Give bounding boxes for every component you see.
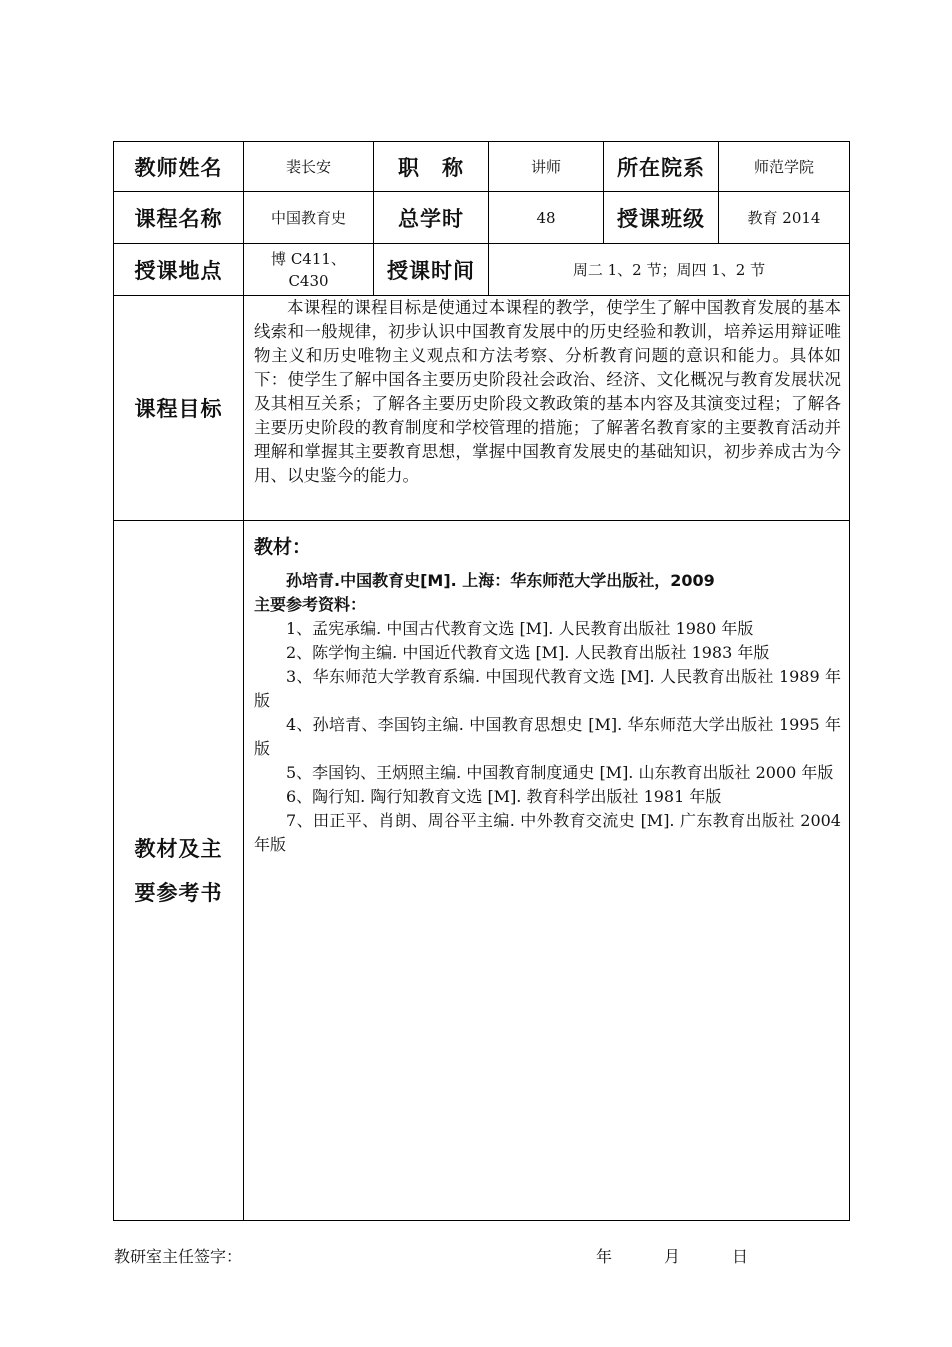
ref-item-5: 5、李国钧、王炳照主编. 中国教育制度通史 [M]. 山东教育出版社 2000 年版 <box>286 763 834 782</box>
refs-heading: 主要参考资料： <box>254 595 367 614</box>
ref-item-4: 4、孙培青、李国钧主编. 中国教育思想史 [M]. 华东师范大学出版社 1995 年版 <box>254 715 841 758</box>
department-label: 所在院系 <box>604 142 719 192</box>
ref-item-3: 3、华东师范大学教育系编. 中国现代教育文选 [M]. 人民教育出版社 1989 年版 <box>254 667 841 710</box>
time-label: 授课时间 <box>374 244 489 296</box>
ref-item-1: 1、孟宪承编. 中国古代教育文选 [M]. 人民教育出版社 1980 年版 <box>286 619 754 638</box>
teacher-name-value: 裴长安 <box>244 142 374 192</box>
total-hours-value: 48 <box>489 192 604 244</box>
books-content <box>244 521 850 1221</box>
row-teacher <box>114 142 850 192</box>
ref-item-7: 7、田正平、肖朗、周谷平主编. 中外教育交流史 [M]. 广东教育出版社 2004 年版 <box>254 811 841 854</box>
time-value: 周二 1、2 节；周四 1、2 节 <box>489 244 850 296</box>
total-hours-label: 总学时 <box>374 192 489 244</box>
course-name-label: 课程名称 <box>114 192 244 244</box>
job-title-value: 讲师 <box>489 142 604 192</box>
textbook-heading: 教材： <box>254 536 312 558</box>
date-day: 日 <box>732 1247 749 1266</box>
books-label-line2: 要参考书 <box>134 880 223 905</box>
date-year: 年 <box>596 1247 613 1266</box>
ref-item-6: 6、陶行知. 陶行知教育文选 [M]. 教育科学出版社 1981 年版 <box>286 787 722 806</box>
class-label: 授课班级 <box>604 192 719 244</box>
place-value-line2: C430 <box>288 271 329 290</box>
signature-label: 教研室主任签字： <box>114 1247 243 1266</box>
textbook-entry: 孙培青.中国教育史[M]. 上海：华东师范大学出版社，2009 <box>286 571 715 590</box>
course-info-table <box>113 141 850 1221</box>
place-value <box>244 244 374 296</box>
place-value-line1: 博 C411、 <box>271 249 346 268</box>
books-label-line1: 教材及主 <box>134 836 223 861</box>
teacher-name-label: 教师姓名 <box>114 142 244 192</box>
row-place-time <box>114 244 850 296</box>
place-label: 授课地点 <box>114 244 244 296</box>
ref-item-2: 2、陈学恂主编. 中国近代教育文选 [M]. 人民教育出版社 1983 年版 <box>286 643 770 662</box>
goal-text: 本课程的课程目标是使通过本课程的教学，使学生了解中国教育发展的基本线索和一般规律，初步认识中国教育发展中的历史经验和教训，培养运用辩证唯物主义和历史唯物主义观点和方法考察、分析教育问题的意识和能力。具体如下：使学生了解中国各主要历史阶段社会政治、经济、文化概况与教育发展状况及其相互关系；了解各主要历史阶段文教政策的基本内容及其演变过程；了解各主要历史阶段的教育制度和学校管理的措施；了解著名教育家的主要教育活动并理解和掌握其主要教育思想，掌握中国教育发展史的基础知识，初步养成古为今用、以史鉴今的能力。 <box>244 296 850 521</box>
job-title-label: 职 称 <box>374 142 489 192</box>
row-goal <box>114 296 850 521</box>
date-month: 月 <box>664 1247 681 1266</box>
row-course <box>114 192 850 244</box>
course-name-value: 中国教育史 <box>244 192 374 244</box>
books-label <box>114 521 244 1221</box>
department-value: 师范学院 <box>719 142 850 192</box>
goal-label: 课程目标 <box>114 296 244 521</box>
class-value: 教育 2014 <box>719 192 850 244</box>
row-books <box>114 521 850 1221</box>
